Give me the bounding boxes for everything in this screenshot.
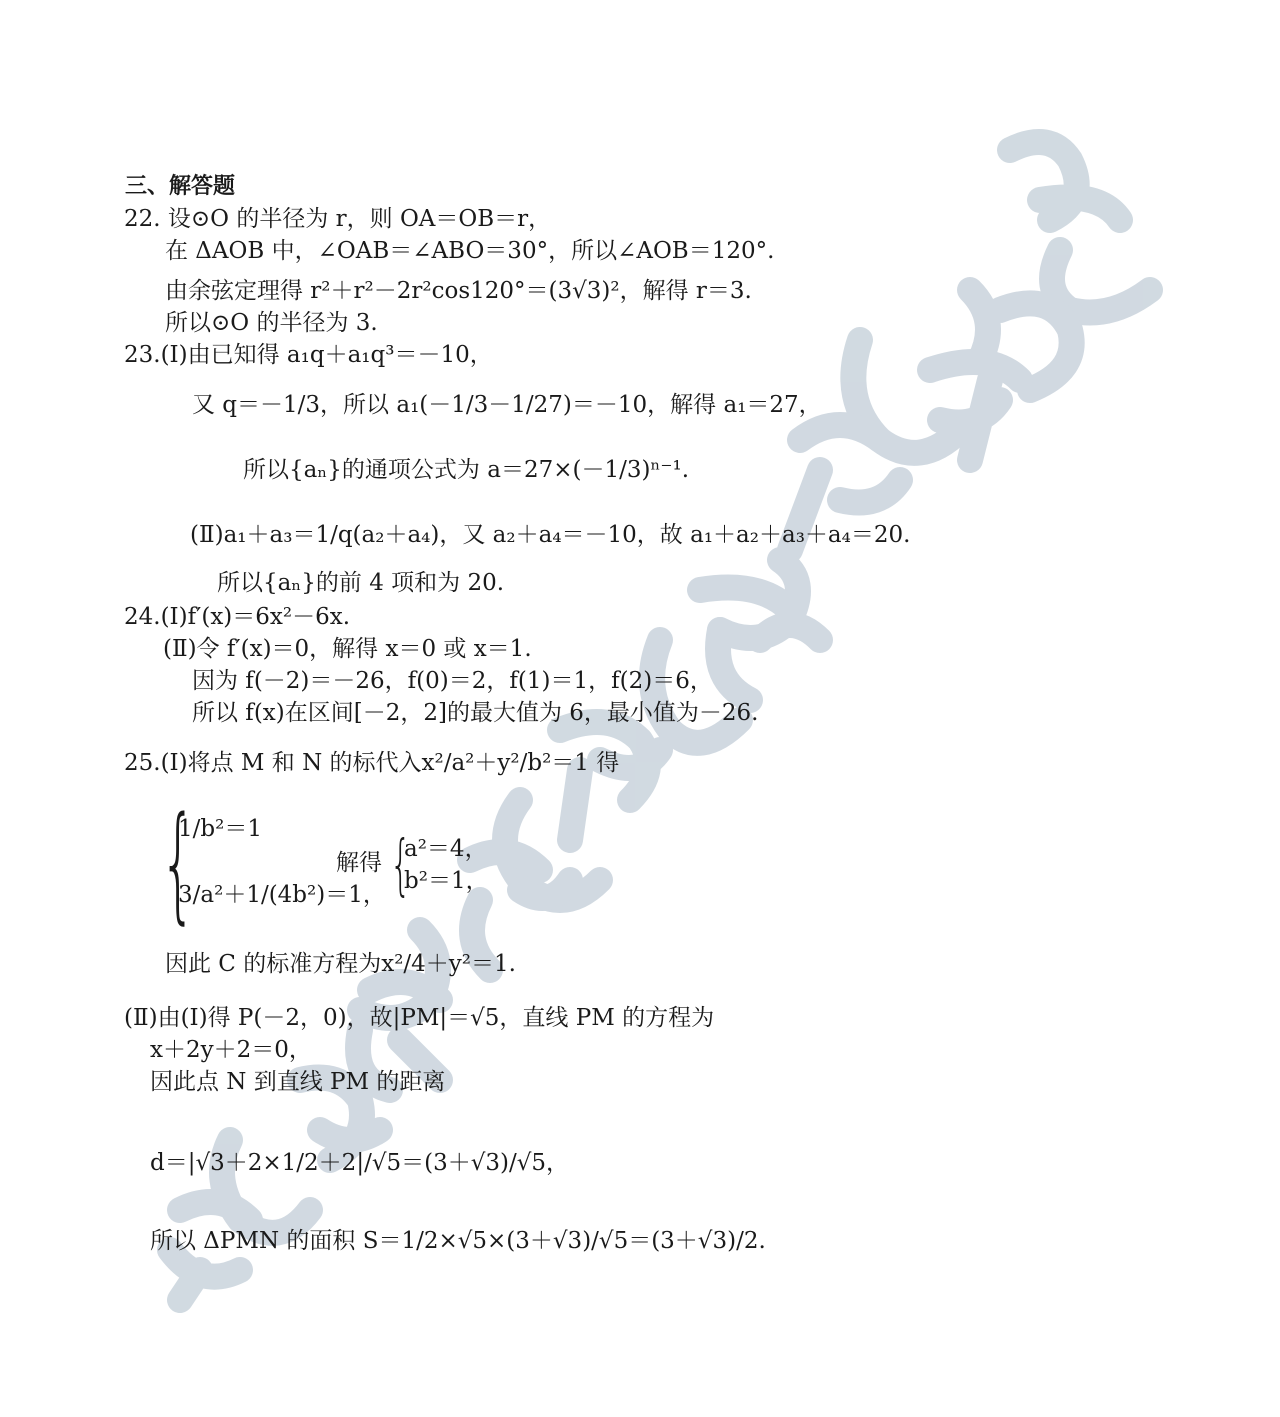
q23-line-1: 23.(Ⅰ)由已知得 a₁q＋a₁q³＝－10， xyxy=(124,342,493,368)
q25-line-3: (Ⅱ)由(Ⅰ)得 P(－2，0)，故|PM|＝√5，直线 PM 的方程为 xyxy=(124,1005,715,1031)
solve-label: 解得 xyxy=(336,850,382,876)
q25-line-4: x＋2y＋2＝0， xyxy=(150,1037,312,1063)
q22-line-1: 22. 设⊙O 的半径为 r，则 OA＝OB＝r， xyxy=(124,206,552,232)
q25-line-1: 25.(Ⅰ)将点 M 和 N 的标代入x²/a²＋y²/b²＝1 得 xyxy=(124,750,620,776)
q23-line-2: 又 q＝－1/3，所以 a₁(－1/3－1/27)＝－10，解得 a₁＝27， xyxy=(192,392,822,418)
q25-line-6: d＝|√3＋2×1/2＋2|/√5＝(3＋√3)/√5， xyxy=(150,1150,570,1176)
system-equation-2: 3/a²＋1/(4b²)＝1， xyxy=(178,882,386,908)
section-heading: 三、解答题 xyxy=(125,174,236,199)
solution-left-brace: { xyxy=(390,826,411,903)
system-equation-1: 1/b²＝1 xyxy=(178,816,262,842)
q24-line-3: 因为 f(－2)＝－26，f(0)＝2，f(1)＝1，f(2)＝6， xyxy=(192,668,713,694)
q22-line-3: 由余弦定理得 r²＋r²－2r²cos120°＝(3√3)²，解得 r＝3. xyxy=(165,278,752,304)
q24-line-1: 24.(Ⅰ)f′(x)＝6x²－6x. xyxy=(124,604,351,630)
q23-line-4: (Ⅱ)a₁＋a₃＝1/q(a₂＋a₄)，又 a₂＋a₄＝－10，故 a₁＋a₂＋a₃＋a₄＝20. xyxy=(190,522,911,548)
q24-line-4: 所以 f(x)在区间[－2，2]的最大值为 6，最小值为－26. xyxy=(192,700,759,726)
q25-line-5: 因此点 N 到直线 PM 的距离 xyxy=(150,1069,446,1095)
q24-line-2: (Ⅱ)令 f′(x)＝0，解得 x＝0 或 x＝1. xyxy=(163,636,532,662)
solution-b-squared: b²＝1， xyxy=(404,868,489,894)
system-left-brace: { xyxy=(160,789,197,936)
q25-line-7: 所以 ΔPMN 的面积 S＝1/2×√5×(3＋√3)/√5＝(3＋√3)/2. xyxy=(150,1228,766,1254)
solution-a-squared: a²＝4， xyxy=(404,836,488,862)
q25-line-2: 因此 C 的标准方程为x²/4＋y²＝1. xyxy=(165,951,516,977)
q22-line-2: 在 ΔAOB 中，∠OAB＝∠ABO＝30°，所以∠AOB＝120°. xyxy=(165,238,775,264)
q23-line-5: 所以{aₙ}的前 4 项和为 20. xyxy=(217,570,505,596)
q23-line-3: 所以{aₙ}的通项公式为 a＝27×(－1/3)ⁿ⁻¹. xyxy=(243,457,690,483)
q22-line-4: 所以⊙O 的半径为 3. xyxy=(165,310,378,336)
